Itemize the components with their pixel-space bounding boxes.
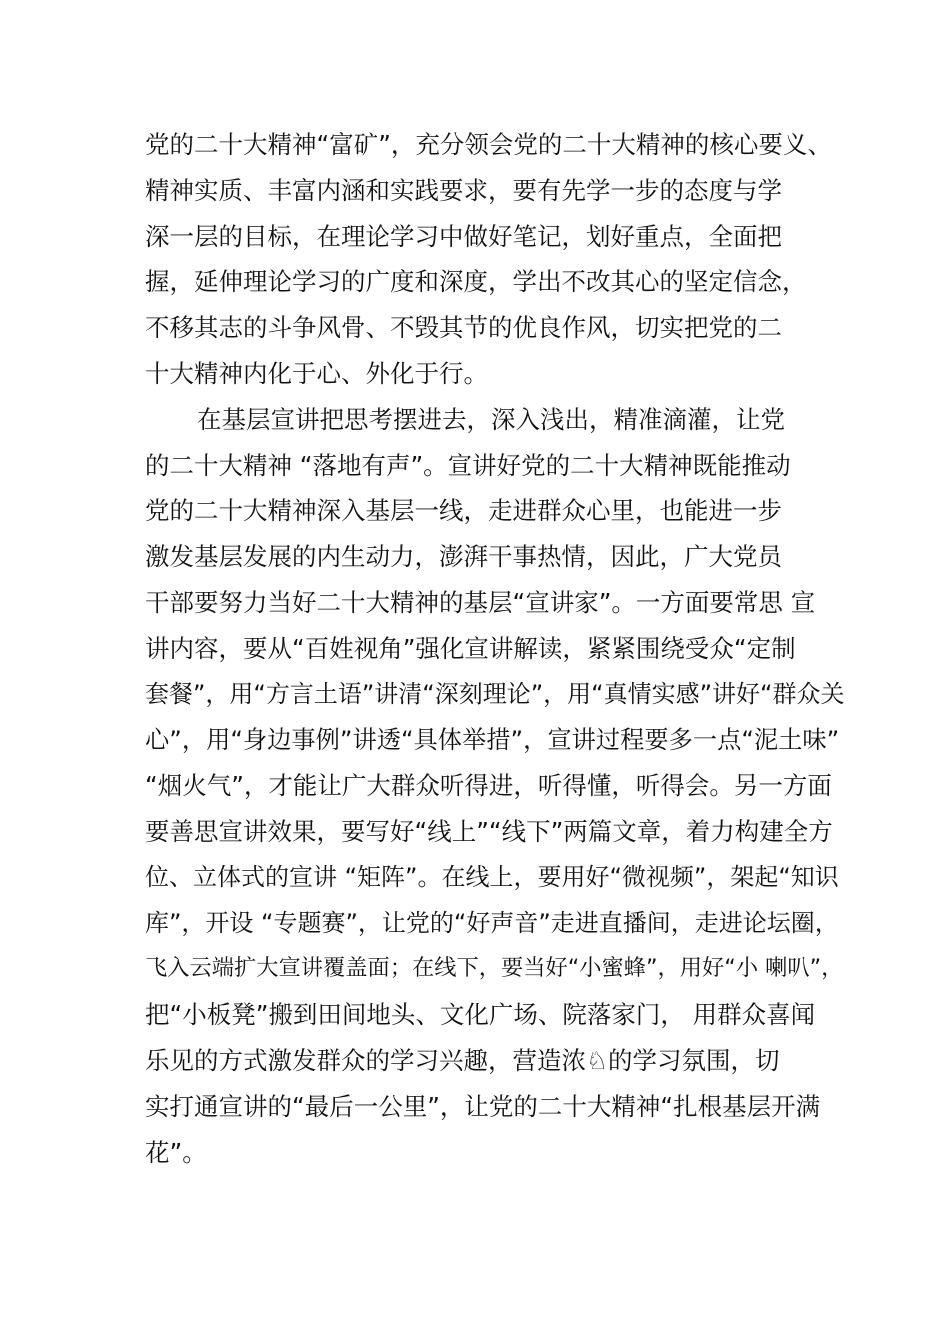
paragraph-line: 心”，用“身边事例”讲透“具体举措”，宣讲过程要多一点“泥土味” <box>145 725 840 755</box>
paragraph-line: 飞入云端扩大宣讲覆盖面；在线下，要当好“小蜜蜂”，用好“小 喇叭”， <box>145 955 844 982</box>
paragraph-line: 把“小板凳”搬到田间地头、文化广场、院落家门， 用群众喜闻 <box>145 1000 816 1030</box>
paragraph-line: 套餐”，用“方言土语”讲清“深刻理论”，用“真情实感”讲好“群众关 <box>145 679 845 708</box>
paragraph-line: “烟火气”，才能让广大群众听得进，听得懂，听得会。另一方面 <box>145 771 832 801</box>
paragraph-line: 不移其志的斗争风骨、不毁其节的优良作风，切实把党的二 <box>145 313 782 343</box>
paragraph-line: 乐见的方式激发群众的学习兴趣，营造浓♘的学习氛围，切 <box>145 1045 780 1075</box>
paragraph-line: 深一层的目标，在理论学习中做好笔记，划好重点，全面把 <box>145 221 782 251</box>
paragraph-line: 位、立体式的宣讲 “矩阵”。在线上，要用好“微视频”，架起“知识 <box>145 862 839 891</box>
paragraph-line: 党的二十大精神“富矿”，充分领会党的二十大精神的核心要义、 <box>145 130 832 159</box>
document-body <box>145 122 845 1175</box>
paragraph-line: 花”。 <box>145 1137 207 1167</box>
paragraph-line: 在基层宣讲把思考摆进去，深入浅出，精准滴灌，让党 <box>197 404 785 434</box>
paragraph-line: 干部要努力当好二十大精神的基层“宣讲家”。一方面要常思 宣 <box>145 587 816 617</box>
paragraph-line: 讲内容，要从“百姓视角”强化宣讲解读，紧紧围绕受众“定制 <box>145 633 796 663</box>
paragraph-line: 库”，开设 “专题赛”，让党的“好声音”走进直播间，走进论坛圈， <box>145 908 839 937</box>
paragraph-line: 十大精神内化于心、外化于行。 <box>145 358 488 388</box>
paragraph-line: 实打通宣讲的“最后一公里”，让党的二十大精神“扎根基层开满 <box>145 1091 821 1121</box>
paragraph-line: 握，延伸理论学习的广度和深度，学出不改其心的坚定信念， <box>145 267 807 297</box>
paragraph-line: 党的二十大精神深入基层一线，走进群众心里，也能进一步 <box>145 496 782 526</box>
paragraph-line: 精神实质、丰富内涵和实践要求，要有先学一步的态度与学 <box>145 175 782 205</box>
paragraph-line: 要善思宣讲效果，要写好“线上”“线下”两篇文章，着力构建全方 <box>145 816 833 846</box>
paragraph-line: 的二十大精神 “落地有声”。宣讲好党的二十大精神既能推动 <box>145 450 791 480</box>
paragraph-1 <box>145 122 845 397</box>
paragraph-line: 激发基层发展的内生动力，澎湃干事热情，因此，广大党员 <box>145 542 782 572</box>
paragraph-2 <box>145 397 845 1176</box>
